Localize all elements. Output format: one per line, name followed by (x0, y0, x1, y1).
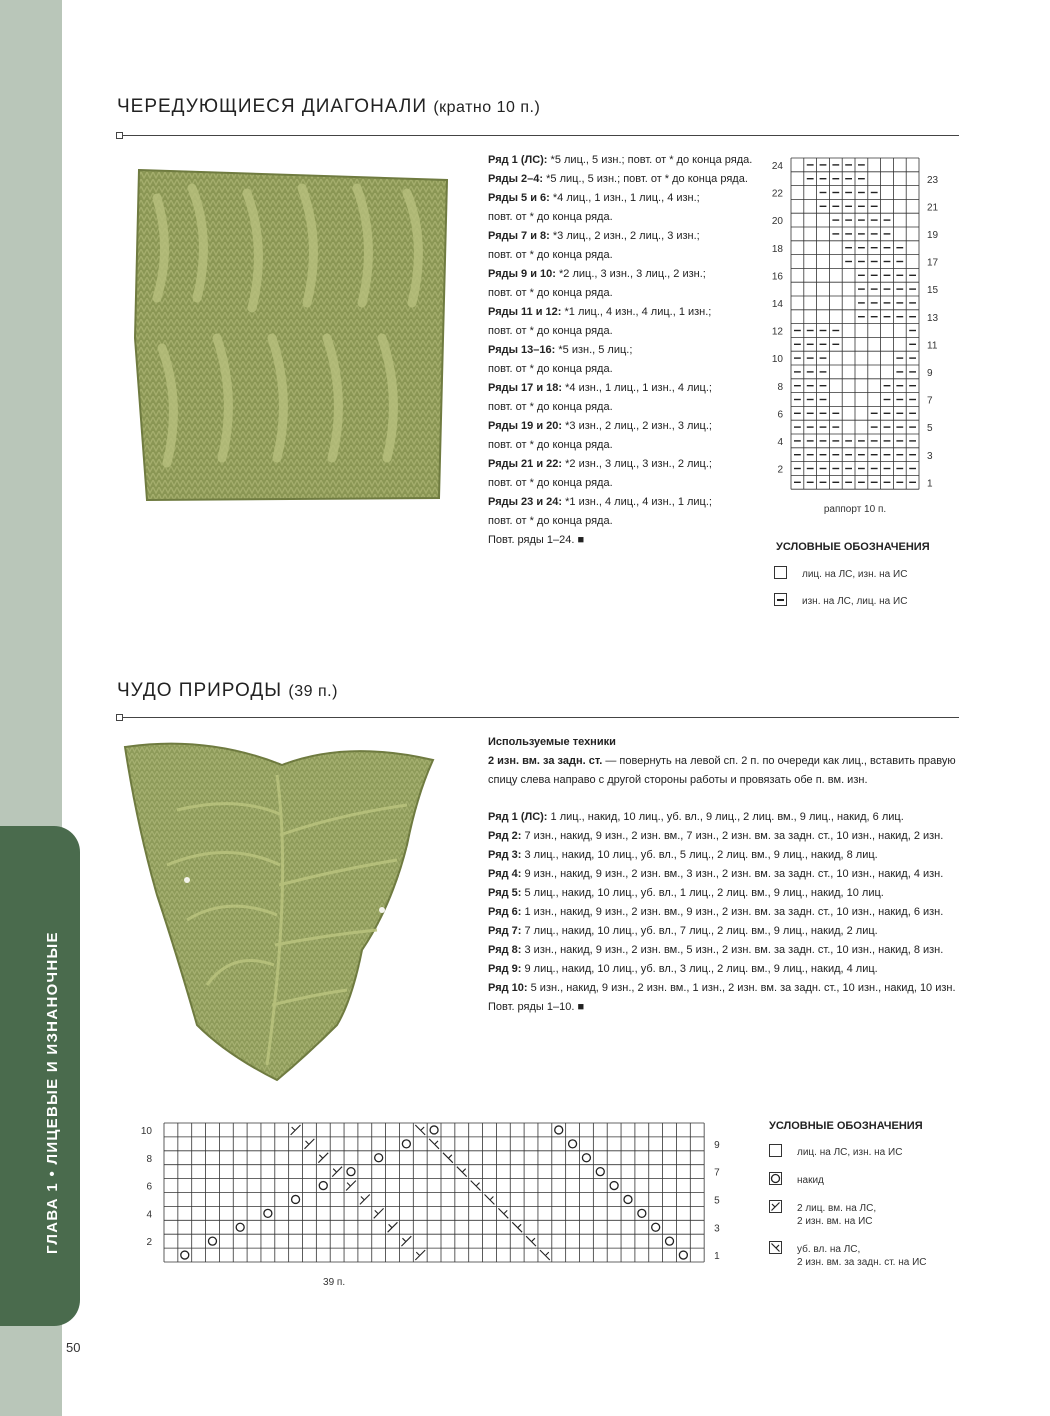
k2tog-icon (769, 1200, 782, 1213)
technique-description-cont: спицу слева направо с другой стороны работы и провязать обе п. вм. изн. (488, 774, 868, 786)
legend1-item: изн. на ЛС, лиц. на ИС (802, 596, 908, 607)
yarn-over-mark (208, 1237, 216, 1245)
ssk-icon (769, 1241, 782, 1254)
yarn-over-mark (292, 1195, 300, 1203)
page-number: 50 (66, 1340, 81, 1355)
pattern1-title: ЧЕРЕДУЮЩИЕСЯ ДИАГОНАЛИ (117, 96, 428, 117)
instruction-row: Ряд 3: 3 лиц., накид, 10 лиц., уб. вл., 5 лиц., 2 лиц. вм., 9 лиц., накид, 8 лиц. (488, 849, 878, 861)
yarn-over-mark (569, 1140, 577, 1148)
yarn-over-mark (375, 1154, 383, 1162)
chapter-label: ГЛАВА 1 • ЛИЦЕВЫЕ И ИЗНАНОЧНЫЕ (44, 931, 61, 1254)
instruction-row: Ряды 2–4: *5 лиц., 5 изн.; повт. от * до конца ряда. (488, 173, 748, 185)
ssk-mark (471, 1181, 481, 1191)
row-number: 18 (771, 243, 783, 255)
section-rule (117, 717, 959, 718)
legend2-item: 2 изн. вм. за задн. ст. на ИС (797, 1257, 927, 1268)
instruction-row: Ряд 1 (ЛС): *5 лиц., 5 изн.; повт. от * до конца ряда. (488, 154, 753, 166)
instruction-row: Ряд 6: 1 изн., накид, 9 изн., 2 изн. вм., 9 изн., 2 изн. вм. за задн. ст., 10 изн., накид, 6 изн. (488, 906, 944, 918)
row-number: 2 (777, 464, 783, 476)
yarn-over-mark (666, 1237, 674, 1245)
instruction-row: Ряды 9 и 10: *2 лиц., 3 изн., 3 лиц., 2 изн.; (488, 268, 706, 280)
swatch1-photo (117, 158, 457, 528)
yarn-over-mark (430, 1126, 438, 1134)
row-number: 16 (771, 271, 783, 283)
legend2-item: 2 лиц. вм. на ЛС, (797, 1203, 877, 1214)
instruction-row: Ряды 21 и 22: *2 изн., 3 лиц., 3 изн., 2 лиц.; (488, 458, 712, 470)
k2tog-mark (305, 1139, 315, 1149)
row-number: 14 (771, 299, 783, 310)
ssk-mark (457, 1167, 467, 1177)
dash-square-icon (774, 593, 787, 606)
row-number: 7 (927, 395, 933, 407)
k2tog-mark (346, 1181, 356, 1191)
row-number: 9 (714, 1139, 720, 1151)
ssk-mark (443, 1153, 453, 1163)
chapter-tab (0, 826, 80, 1326)
ssk-mark (540, 1250, 550, 1260)
legend2-item: 2 изн. вм. на ИС (797, 1216, 873, 1227)
legend2-title: УСЛОВНЫЕ ОБОЗНАЧЕНИЯ (769, 1120, 923, 1132)
row-number: 11 (927, 340, 938, 352)
yarn-over-mark (582, 1154, 590, 1162)
instruction-row: Ряды 11 и 12: *1 лиц., 4 изн., 4 лиц., 1 изн.; (488, 306, 712, 318)
row-number: 23 (927, 174, 939, 186)
row-number: 10 (771, 354, 783, 366)
yarn-over-mark (652, 1223, 660, 1231)
instruction-row: повт. от * до конца ряда. (488, 439, 613, 451)
row-number: 3 (714, 1223, 720, 1235)
row-number: 6 (146, 1181, 152, 1193)
row-number: 13 (927, 312, 939, 324)
yarn-over-mark (402, 1140, 410, 1148)
swatch2-photo (117, 735, 447, 1095)
ssk-mark (498, 1208, 508, 1218)
k2tog-mark (360, 1195, 370, 1205)
row-number: 12 (771, 326, 783, 338)
yarn-over-mark (624, 1195, 632, 1203)
row-number: 24 (771, 161, 783, 172)
legend1-item: лиц. на ЛС, изн. на ИС (802, 569, 908, 580)
instruction-row: Ряды 13–16: *5 изн., 5 лиц.; (488, 344, 633, 356)
instruction-row: Ряд 1 (ЛС): 1 лиц., накид, 10 лиц., уб. вл., 9 лиц., 2 лиц. вм., 9 лиц., накид, 6 лиц. (488, 811, 904, 823)
pattern2-subtitle: (39 п.) (288, 683, 338, 700)
instruction-row: Ряды 7 и 8: *3 лиц., 2 изн., 2 лиц., 3 изн.; (488, 230, 700, 242)
instruction-row: Ряд 10: 5 изн., накид, 9 изн., 2 изн. вм., 1 изн., 2 изн. вм. за задн. ст., 10 изн., накид, 10 изн. (488, 982, 956, 994)
ssk-mark (485, 1195, 495, 1205)
pattern2-heading (117, 680, 338, 702)
techniques-title: Используемые техники (488, 736, 616, 748)
pattern1-heading (117, 96, 540, 118)
instruction-row: Ряд 2: 7 изн., накид, 9 изн., 2 изн. вм., 7 изн., 2 изн. вм. за задн. ст., 10 изн., накид, 2 изн. (488, 830, 944, 842)
yarn-over-mark (236, 1223, 244, 1231)
blank-square-icon (769, 1144, 782, 1157)
yarn-over-mark (555, 1126, 563, 1134)
yarn-over-mark (679, 1251, 687, 1259)
chart1-caption: раппорт 10 п. (823, 504, 887, 516)
ssk-mark (526, 1236, 536, 1246)
instruction-row: повт. от * до конца ряда. (488, 363, 613, 375)
pattern2-title: ЧУДО ПРИРОДЫ (117, 680, 283, 701)
row-number: 5 (927, 423, 933, 435)
chart1-diagram (760, 150, 960, 520)
legend2-item: уб. вл. на ЛС, (797, 1244, 861, 1255)
legend2-item: накид (797, 1175, 824, 1186)
row-number: 4 (146, 1209, 152, 1221)
yarn-over-mark (264, 1209, 272, 1217)
row-number: 4 (777, 437, 783, 448)
instruction-row: повт. от * до конца ряда. (488, 249, 613, 261)
pattern1-subtitle: (кратно 10 п.) (433, 99, 541, 116)
row-number: 20 (771, 216, 783, 228)
legend2-item: лиц. на ЛС, изн. на ИС (797, 1147, 903, 1158)
instruction-row: повт. от * до конца ряда. (488, 515, 613, 527)
row-number: 6 (777, 409, 783, 421)
row-number: 5 (714, 1195, 720, 1207)
instruction-row: Повт. ряды 1–24. ■ (488, 534, 585, 546)
instruction-row: Ряды 5 и 6: *4 лиц., 1 изн., 1 лиц., 4 изн.; (488, 192, 700, 204)
ssk-mark (429, 1139, 439, 1149)
ssk-mark (415, 1125, 425, 1135)
row-number: 9 (927, 368, 933, 379)
yarn-over-mark (347, 1168, 355, 1176)
yarn-over-icon (769, 1172, 782, 1185)
instruction-row: Повт. ряды 1–10. ■ (488, 1001, 585, 1013)
instruction-row: повт. от * до конца ряда. (488, 287, 613, 299)
section-rule (117, 135, 959, 136)
yarn-over-mark (319, 1182, 327, 1190)
instruction-row: Ряд 4: 9 изн., накид, 9 изн., 2 изн. вм., 3 изн., 2 изн. вм. за задн. ст., 10 изн., накид, 4 изн. (488, 868, 944, 880)
yarn-over-mark (638, 1209, 646, 1217)
yarn-over-mark (596, 1168, 604, 1176)
row-number: 3 (927, 450, 933, 462)
instruction-row: Ряд 5: 5 лиц., накид, 10 лиц., уб. вл., 1 лиц., 2 лиц. вм., 9 лиц., накид, 10 лиц. (488, 887, 884, 899)
row-number: 19 (927, 230, 939, 241)
instruction-row: повт. от * до конца ряда. (488, 401, 613, 413)
instruction-row: Ряд 8: 3 изн., накид, 9 изн., 2 изн. вм., 5 изн., 2 изн. вм. за задн. ст., 10 изн., накид, 8 изн. (488, 944, 944, 956)
row-number: 7 (714, 1167, 720, 1179)
instruction-row: Ряды 17 и 18: *4 изн., 1 лиц., 1 изн., 4 лиц.; (488, 382, 712, 394)
instruction-row: Ряды 23 и 24: *1 изн., 4 лиц., 4 изн., 1 лиц.; (488, 496, 712, 508)
yarn-over-mark (610, 1182, 618, 1190)
k2tog-mark (291, 1125, 301, 1135)
blank-square-icon (774, 566, 787, 579)
technique-description: 2 изн. вм. за задн. ст. — повернуть на левой сп. 2 п. по очереди как лиц., вставить правую (488, 755, 956, 767)
row-number: 8 (146, 1153, 152, 1165)
row-number: 21 (927, 202, 939, 214)
instruction-row: Ряд 7: 7 лиц., накид, 10 лиц., уб. вл., 7 лиц., 2 лиц. вм., 9 лиц., накид, 2 лиц. (488, 925, 878, 937)
row-number: 17 (927, 257, 939, 269)
instruction-row: повт. от * до конца ряда. (488, 325, 613, 337)
yarn-over-mark (181, 1251, 189, 1259)
instruction-row: Ряды 19 и 20: *3 изн., 2 лиц., 2 изн., 3 лиц.; (488, 420, 712, 432)
k2tog-mark (415, 1250, 425, 1260)
k2tog-mark (388, 1222, 398, 1232)
k2tog-mark (318, 1153, 328, 1163)
chart2-diagram (130, 1115, 730, 1285)
row-number: 1 (714, 1251, 720, 1263)
k2tog-mark (332, 1167, 342, 1177)
ssk-mark (512, 1222, 522, 1232)
row-number: 8 (777, 381, 783, 393)
legend1-title: УСЛОВНЫЕ ОБОЗНАЧЕНИЯ (776, 541, 930, 553)
instruction-row: повт. от * до конца ряда. (488, 477, 613, 489)
row-number: 22 (771, 188, 783, 200)
row-number: 15 (927, 285, 939, 297)
instruction-row: Ряд 9: 9 лиц., накид, 10 лиц., уб. вл., 3 лиц., 2 лиц. вм., 9 лиц., накид, 4 лиц. (488, 963, 878, 975)
k2tog-mark (401, 1236, 411, 1246)
row-number: 2 (146, 1237, 152, 1249)
row-number: 10 (140, 1126, 152, 1137)
row-number: 1 (927, 478, 933, 490)
instruction-row: повт. от * до конца ряда. (488, 211, 613, 223)
k2tog-mark (374, 1208, 384, 1218)
chart2-caption: 39 п. (323, 1277, 346, 1285)
